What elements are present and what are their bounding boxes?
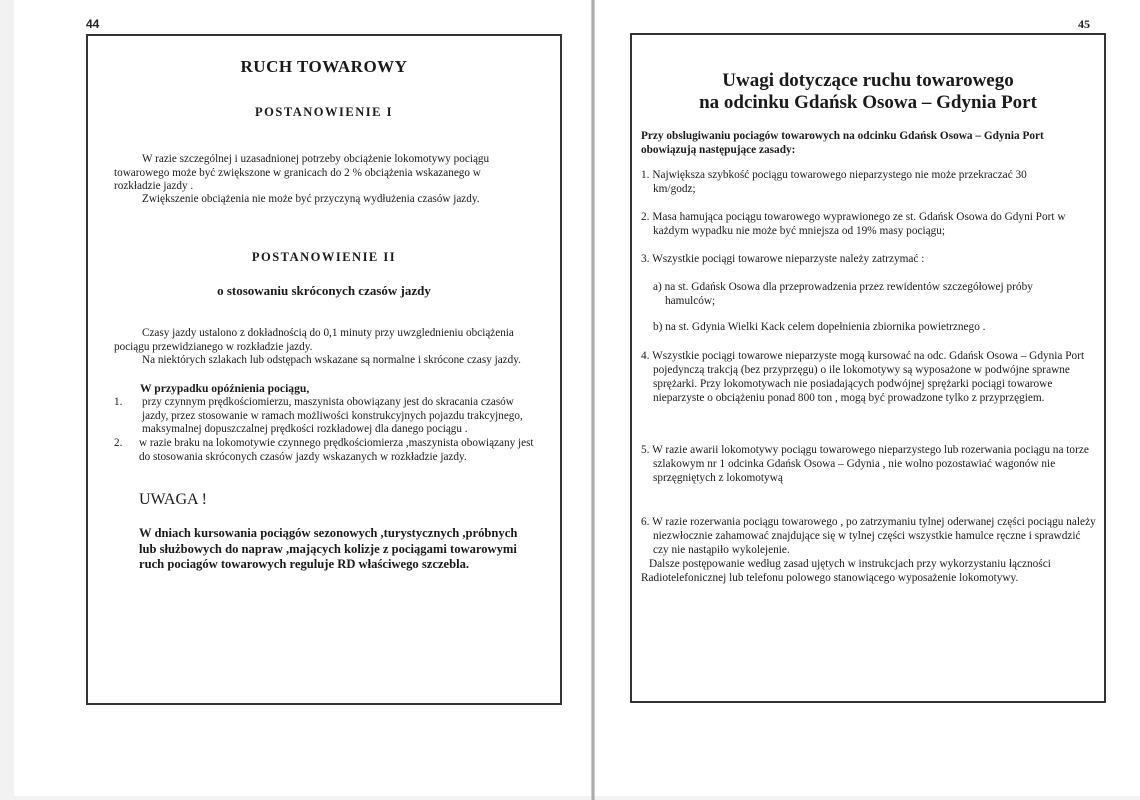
rule-number: 3. xyxy=(641,253,650,265)
list-text: w razie braku na lokomotywie czynnego prędkościomierza ,maszynista obowiązany jest do stosowania skróconych czasów jazdy wskazanych w rozkładzie jazdy. xyxy=(139,437,534,463)
section-subheading-2: o stosowaniu skróconych czasów jazdy xyxy=(217,283,431,298)
rule-2 xyxy=(641,210,1091,238)
section1-paragraph-1: W razie szczególnej i uzasadnionej potrzeby obciążenie lokomotywy pociągu towarowego może być zwiększone w granicach do 2 % obciążenia wskazanego w rozkładzie jazdy . xyxy=(114,153,490,192)
delay-heading: W przypadku opóźnienia pociągu, xyxy=(140,382,310,395)
page-title: RUCH TOWAROWY xyxy=(240,57,408,76)
left-page-frame xyxy=(86,34,562,705)
delay-item-2 xyxy=(114,437,534,464)
rule-text: na st. Gdańsk Osowa dla przeprowadzenia przez rewidentów szczegółowej próby hamulców; xyxy=(664,281,1033,307)
page-number-left: 44 xyxy=(86,17,100,31)
rule-text: W razie rozerwania pociągu towarowego , po zatrzymaniu tylnej oderwanej części pociągu należy niezwłocznie zahamować znajdujące się w tylnej części wszystkie hamulce ręczne i sprawdzić czy nie nastąpiło wykolejenie. xyxy=(652,516,1096,556)
rule-number: 2. xyxy=(641,211,650,223)
section2-paragraph-2: Na niektórych szlakach lub odstępach wskazane są normalne i skrócone czasy jazdy. xyxy=(142,354,521,366)
section2-paragraph-1: Czasy jazdy ustalono z dokładnością do 0,1 minuty przy uwzglednieniu obciążenia pociągu przewidzianego w rozkładzie jazdy. xyxy=(114,327,514,353)
rule-text: W razie awarii lokomotywy pociągu towarowego nieparzystego lub rozerwania pociągu na torze szlakowym nr 1 odcinka Gdańsk Osowa – Gdynia , nie wolno pozostawiać wagonów nie sprzęgniętych z lokomotywą xyxy=(652,444,1089,484)
rule-number: 5. xyxy=(641,444,650,456)
rule-3 xyxy=(641,252,1091,266)
rule-3a xyxy=(653,280,1083,308)
book-fold xyxy=(591,0,595,800)
rule-letter: b) xyxy=(653,321,663,333)
rule-text: na st. Gdynia Wielki Kack celem dopełnienia zbiornika powietrznego . xyxy=(665,321,986,333)
rule-text: Wszystkie pociągi towarowe nieparzyste mogą kursować na odc. Gdańsk Osowa – Gdynia Port pojedynczą trakcją (bez przyprzęgu) o ile lokomotywy są wyposażone w podwójne sprawne sprężarki. Przy lokomotywach nie posiadających podwójnej sprężarki pociągi towarowe nieparzyste o obciążeniu ponad 800 ton , mogą być prowadzone tylko z przyprzęgiem. xyxy=(652,350,1085,404)
list-number: 2. xyxy=(114,437,123,449)
page-title-line-1: Uwagi dotyczące ruchu towarowego xyxy=(722,70,1014,91)
right-page-frame xyxy=(630,33,1106,703)
rule-number: 4. xyxy=(641,350,650,362)
rule-text: Największa szybkość pociągu towarowego nieparzystego nie może przekraczać 30 km/godz; xyxy=(652,169,1027,195)
rule-number: 6. xyxy=(641,516,650,528)
rule-letter: a) xyxy=(653,281,662,293)
section1-paragraph-2: Zwiększenie obciążenia nie może być przyczyną wydłużenia czasów jazdy. xyxy=(142,193,480,205)
notice-text: W dniach kursowania pociągów sezonowych ,turystycznych ,próbnych lub służbowych do napraw ,mających kolizje z pociągami towarowymi ruch pociagów towarowych reguluje RD właściwego szczebla. xyxy=(139,526,518,571)
list-number: 1. xyxy=(114,396,123,408)
rule-6 xyxy=(641,515,1096,557)
rule-number: 1. xyxy=(641,169,650,181)
intro-text: Przy obslugiwaniu pociagów towarowych na odcinku Gdańsk Osowa – Gdynia Port obowiązują następujące zasady: xyxy=(641,130,1044,156)
delay-item-1 xyxy=(114,396,534,437)
rule-5 xyxy=(641,443,1096,485)
section-heading-2: POSTANOWIENIE II xyxy=(251,250,397,264)
list-text: przy czynnym prędkościomierzu, maszynista obowiązany jest do skracania czasów jazdy, przez stosowanie w ramach możliwości konstrukcyjnych pojazdu trakcyjnego, maksymalnej dopuszczalnej prędkości rozkładowej dla danego pociągu . xyxy=(142,396,523,435)
closing-text: Dalsze postępowanie według zasad ujętych w instrukcjach przy wykorzystaniu łączności Radiotelefonicznej lub telefonu polowego stanowiącego wyposażenie lokomotywy. xyxy=(641,558,1051,584)
rule-1 xyxy=(641,168,1061,196)
page-number-right: 45 xyxy=(1078,17,1090,31)
notice-heading: UWAGA ! xyxy=(139,491,207,508)
section-heading-1: POSTANOWIENIE I xyxy=(255,105,393,119)
rule-4 xyxy=(641,349,1086,405)
page-title-line-2: na odcinku Gdańsk Osowa – Gdynia Port xyxy=(699,92,1037,113)
rule-text: Wszystkie pociągi towarowe nieparzyste należy zatrzymać : xyxy=(652,253,925,265)
rule-text: Masa hamująca pociągu towarowego wyprawionego ze st. Gdańsk Osowa do Gdyni Port w każdym wypadku nie może być mniejsza od 19% masy pociągu; xyxy=(652,211,1066,237)
rule-3b xyxy=(653,320,1083,334)
